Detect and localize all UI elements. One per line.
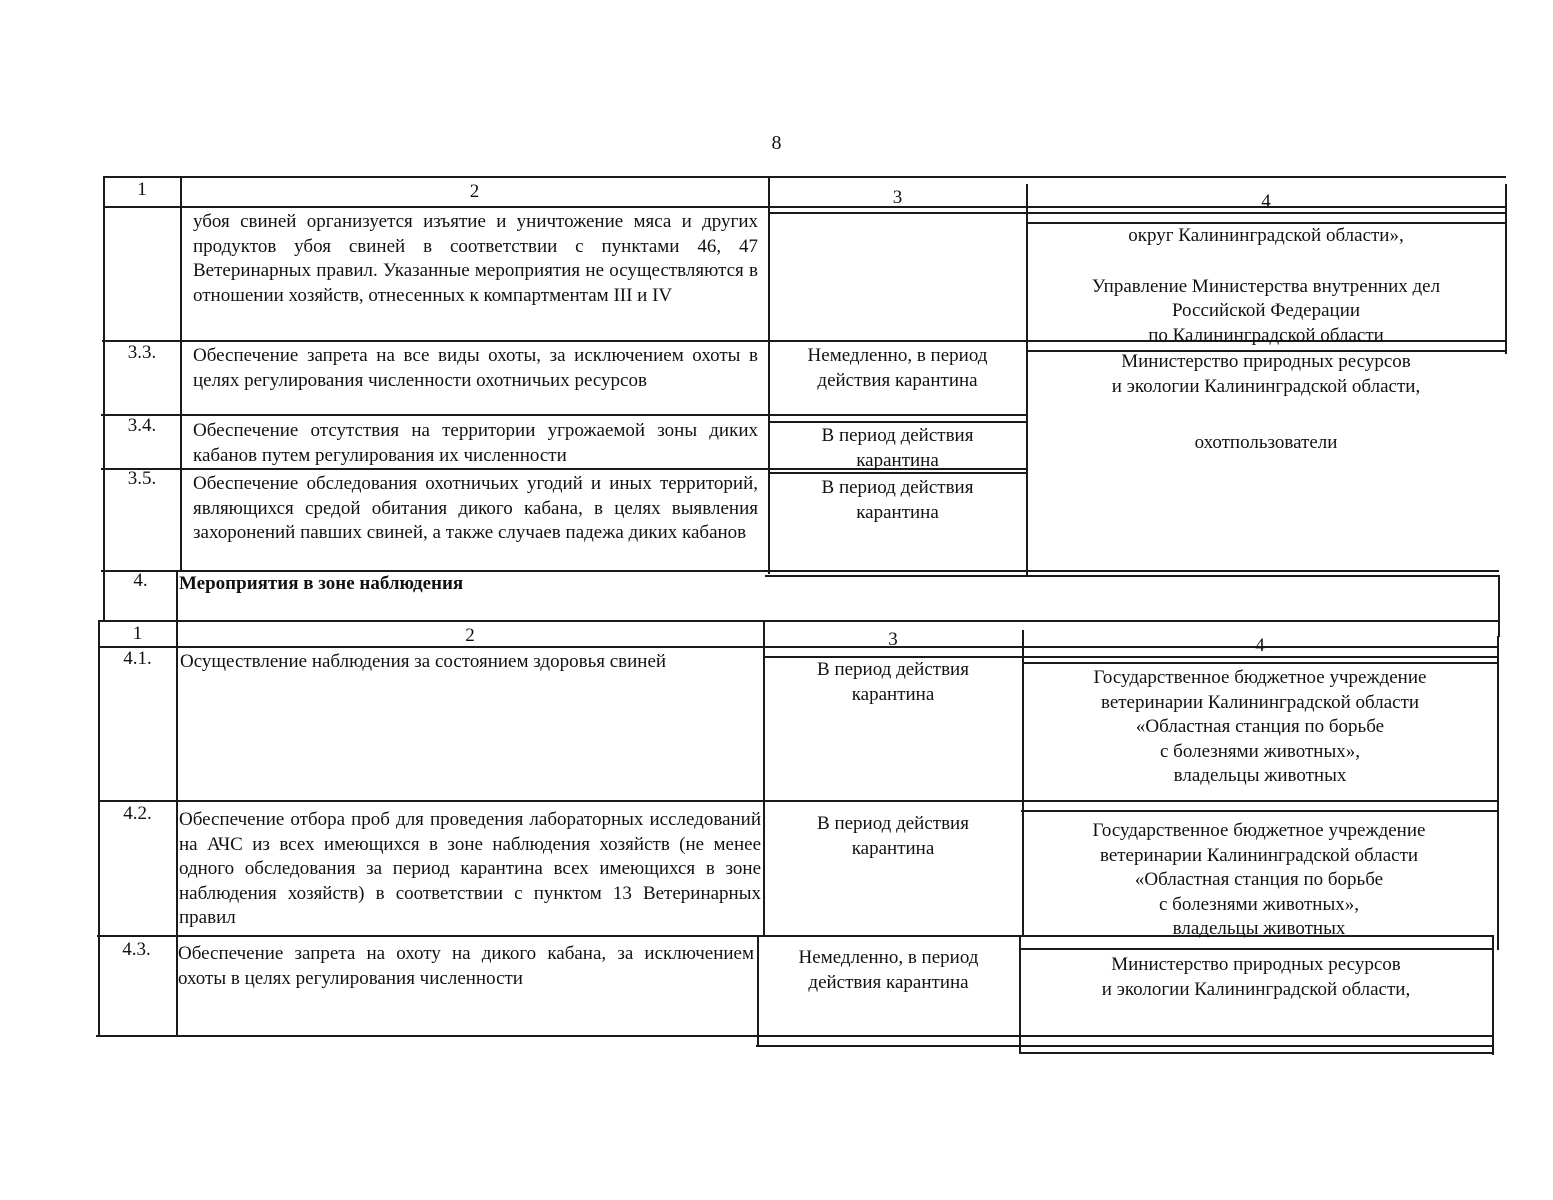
page-number: 8 [771,132,782,154]
responsible-text: Государственное бюджетное учреждение ветеринарии Калининградской области «Областная станция по борьбе с болезнями животных», владельцы животных [1092,820,1426,939]
responsible-text: Государственное бюджетное учреждение ветеринарии Калининградской области «Областная станция по борьбе с болезнями животных», владельцы животных [1093,667,1427,786]
term-text: Немедленно, в период действия карантина [807,345,988,391]
measure-text: Обеспечение запрета на все виды охоты, за исключением охоты в целях регулирования численности охотничьих ресурсов [193,345,758,391]
header-col-2: 2 [469,181,480,202]
measure-text: Осуществление наблюдения за состоянием здоровья свиней [180,651,667,672]
row-number: 4.1. [123,648,152,669]
responsible-text: Министерство природных ресурсов и экологии Калининградской области, [1101,954,1411,1000]
term-text: Немедленно, в период действия карантина [798,947,979,993]
header-col-3: 3 [888,629,898,650]
row-number: 4.3. [122,939,151,960]
row-number: 3.4. [127,415,157,436]
row-number: 3.5. [127,468,157,489]
row-number: 3.3. [127,342,157,363]
term-text: В период действия карантина [817,659,969,705]
header-col-4: 4 [1255,635,1265,656]
header-col-2: 2 [465,625,475,646]
term-text: В период действия карантина [817,813,969,859]
header-col-4: 4 [1261,191,1271,212]
responsible-text: округ Калининградской области», Управление Министерства внутренних дел Российской Федерации по Калининградской области [1091,225,1441,346]
header-col-1: 1 [137,179,147,200]
header-col-3: 3 [892,187,903,208]
measure-text: Обеспечение отсутствия на территории угрожаемой зоны диких кабанов путем регулирования их численности [193,420,758,466]
row-number: 4.2. [123,803,152,824]
header-col-1: 1 [132,623,143,644]
row-number: 4. [133,570,148,591]
responsible-text: Министерство природных ресурсов и экологии Калининградской области, охотпользователи [1111,351,1421,453]
measure-text: Обеспечение отбора проб для проведения лабораторных исследований на АЧС из всех имеющихся в зоне наблюдения хозяйств (не менее одного обследования за период карантина всех имеющихся в зоне наблюдения хозяйств) в соответствии с пунктом 13 Ветеринарных правил [179,809,761,928]
term-text: В период действия карантина [821,477,974,523]
measure-text: Обеспечение запрета на охоту на дикого кабана, за исключением охоты в целях регулирования численности [178,943,754,989]
section-title: Мероприятия в зоне наблюдения [179,573,464,594]
term-text: В период действия карантина [821,425,974,471]
measure-text: Обеспечение обследования охотничьих угодий и иных территорий, являющихся средой обитания дикого кабана, в целях выявления захоронений павших свиней, а также случаев падежа диких кабанов [193,473,758,543]
measure-text: убоя свиней организуется изъятие и уничтожение мяса и других продуктов убоя свиней в соответствии с пунктами 46, 47 Ветеринарных правил. Указанные мероприятия не осуществляются в отношении хозяйств, отнесенных к компартментам III и IV [193,211,758,306]
